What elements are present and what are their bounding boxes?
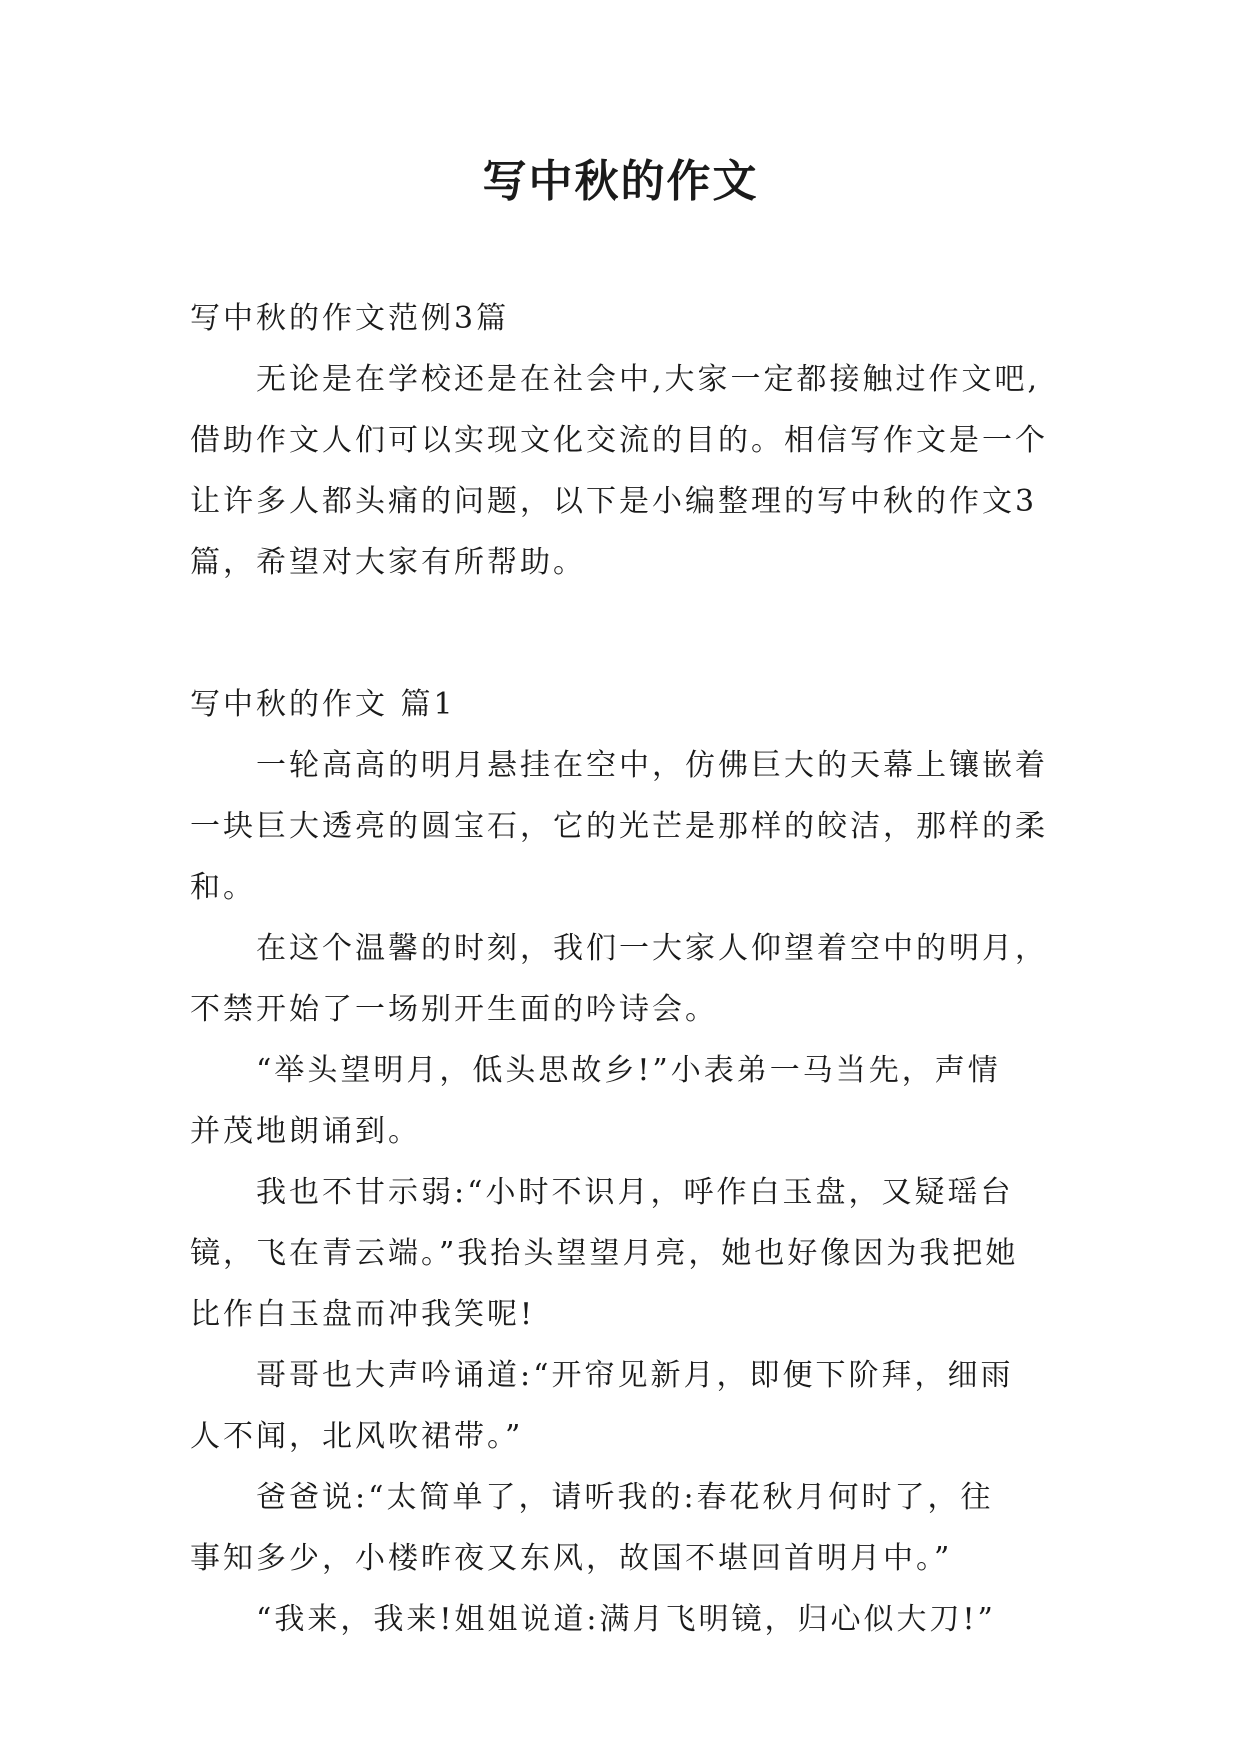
subtitle: 写中秋的作文范例3篇 xyxy=(190,301,510,336)
text-line: 在这个温馨的时刻，我们一大家人仰望着空中的明月， xyxy=(256,931,1048,966)
text-line: 我也不甘示弱:“小时不识月，呼作白玉盘，又疑瑶台 xyxy=(256,1175,1014,1210)
document-body xyxy=(190,288,1070,1650)
text-line: 比作白玉盘而冲我笑呢! xyxy=(190,1297,536,1332)
paragraph xyxy=(190,1040,1070,1162)
spacer xyxy=(190,654,1070,674)
text-line: 一块巨大透亮的圆宝石，它的光芒是那样的皎洁，那样的柔 xyxy=(190,809,1048,844)
text-line: 并茂地朗诵到。 xyxy=(190,1114,421,1149)
text-line: “举头望明月，低头思故乡!”小表弟一马当先，声情 xyxy=(256,1053,1001,1088)
spacer xyxy=(190,593,1070,654)
text-line: 镜，飞在青云端。”我抬头望望月亮，她也好像因为我把她 xyxy=(190,1236,1019,1271)
text-line: 让许多人都头痛的问题，以下是小编整理的写中秋的作文3 xyxy=(190,484,1038,519)
text-line: 人不闻，北风吹裙带。” xyxy=(190,1419,524,1454)
paragraph xyxy=(190,1345,1070,1467)
text-line: 事知多少，小楼昨夜又东风，故国不堪回首明月中。” xyxy=(190,1541,953,1576)
text-line: 爸爸说:“太简单了，请听我的:春花秋月何时了，往 xyxy=(256,1480,994,1515)
text-line: 哥哥也大声吟诵道:“开帘见新月，即便下阶拜，细雨 xyxy=(256,1358,1014,1393)
paragraph xyxy=(190,1162,1070,1345)
text-line: 不禁开始了一场别开生面的吟诗会。 xyxy=(190,992,718,1027)
intro-paragraph xyxy=(190,349,1070,593)
text-line: “我来，我来!姐姐说道:满月飞明镜，归心似大刀!” xyxy=(256,1602,996,1637)
text-line: 借助作文人们可以实现文化交流的目的。相信写作文是一个 xyxy=(190,423,1048,458)
text-line: 一轮高高的明月悬挂在空中，仿佛巨大的天幕上镶嵌着 xyxy=(256,748,1048,783)
text-line: 无论是在学校还是在社会中,大家一定都接触过作文吧, xyxy=(256,362,1041,397)
page-title: 写中秋的作文 xyxy=(482,156,759,207)
paragraph xyxy=(190,1589,1070,1650)
text-line: 和。 xyxy=(190,870,256,905)
paragraph xyxy=(190,918,1070,1040)
text-line: 篇，希望对大家有所帮助。 xyxy=(190,545,586,580)
section-heading: 写中秋的作文 篇1 xyxy=(190,687,456,722)
paragraph xyxy=(190,1467,1070,1589)
paragraph xyxy=(190,735,1070,918)
